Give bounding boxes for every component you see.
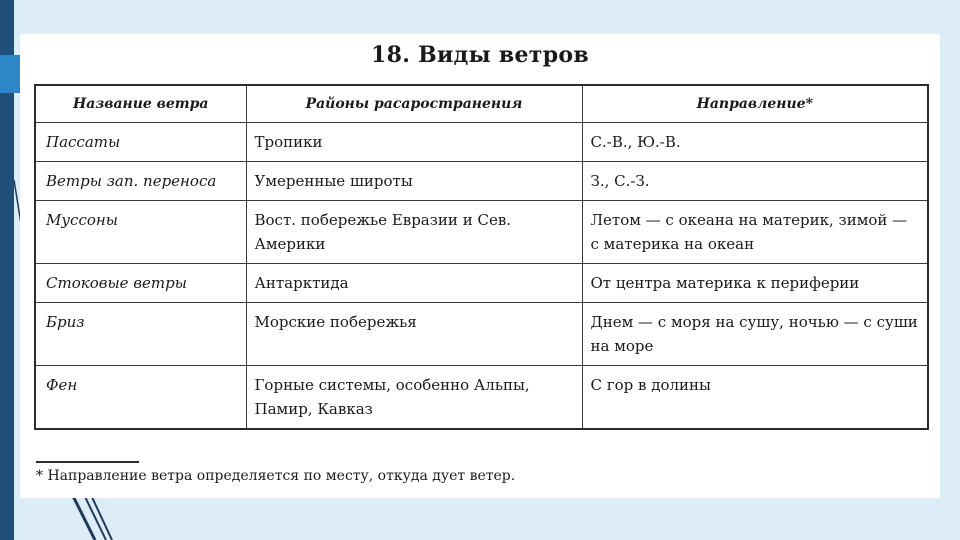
table-row	[35, 123, 928, 162]
direction-cell: Летом — с океана на материк, зимой — с материка на океан	[582, 201, 928, 264]
table-header-row	[35, 85, 928, 123]
wind-name-cell: Фен	[35, 366, 246, 430]
wind-name-cell: Ветры зап. переноса	[35, 162, 246, 201]
header-regions: Районы расаространения	[246, 85, 582, 123]
header-wind-name: Название ветра	[35, 85, 246, 123]
wind-name-cell: Муссоны	[35, 201, 246, 264]
table-row	[35, 366, 928, 430]
direction-cell: Днем — с моря на сушу, ночью — с суши на море	[582, 303, 928, 366]
table-row	[35, 162, 928, 201]
regions-cell: Антарктида	[246, 264, 582, 303]
wind-name-cell: Бриз	[35, 303, 246, 366]
regions-cell: Тропики	[246, 123, 582, 162]
table-row	[35, 264, 928, 303]
slide	[20, 34, 940, 498]
table-row	[35, 201, 928, 264]
footnote-divider	[36, 461, 139, 463]
wind-name-cell: Пассаты	[35, 123, 246, 162]
table-row	[35, 303, 928, 366]
header-direction: Направление*	[582, 85, 928, 123]
direction-cell: От центра материка к периферии	[582, 264, 928, 303]
regions-cell: Вост. побережье Евразии и Сев. Америки	[246, 201, 582, 264]
regions-cell: Горные системы, особенно Альпы, Памир, Кавказ	[246, 366, 582, 430]
regions-cell: Умеренные широты	[246, 162, 582, 201]
direction-cell: С.-В., Ю.-В.	[582, 123, 928, 162]
page-title: 18. Виды ветров	[371, 42, 589, 68]
left-accent-tab	[0, 55, 22, 93]
footnote: * Направление ветра определяется по месту, откуда дует ветер.	[36, 468, 516, 484]
winds-table	[34, 84, 929, 430]
regions-cell: Морские побережья	[246, 303, 582, 366]
wind-name-cell: Стоковые ветры	[35, 264, 246, 303]
direction-cell: С гор в долины	[582, 366, 928, 430]
direction-cell: З., С.-З.	[582, 162, 928, 201]
